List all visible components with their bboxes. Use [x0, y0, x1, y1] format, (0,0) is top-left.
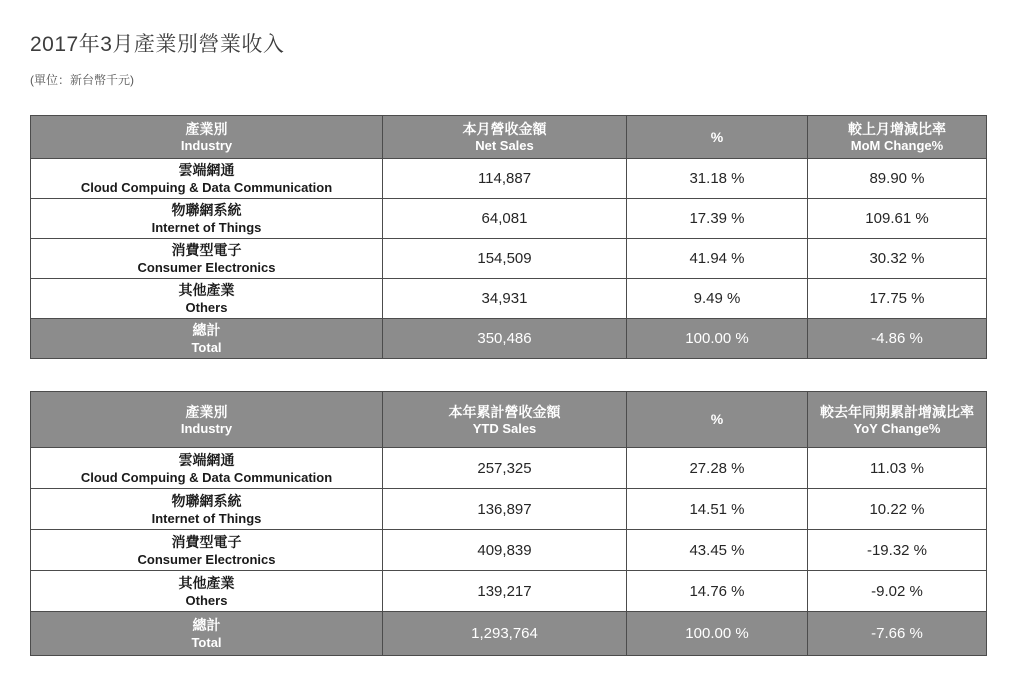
percent-cell: 17.39 %: [627, 199, 808, 239]
change-cell: 109.61 %: [808, 199, 987, 239]
header-percent-label: %: [710, 411, 724, 428]
header-percent: [627, 392, 808, 448]
industry-cell: [31, 448, 383, 489]
amount-cell: 257,325: [383, 448, 627, 489]
percent-cell: 14.76 %: [627, 571, 808, 612]
amount-cell: 136,897: [383, 489, 627, 530]
table-row: [31, 571, 987, 612]
percent-cell: 27.28 %: [627, 448, 808, 489]
header-industry-zh: 產業別: [185, 121, 228, 138]
header-percent: [627, 116, 808, 159]
header-net-sales-en: Net Sales: [475, 138, 534, 154]
header-ytd-sales: [383, 392, 627, 448]
industry-en: Internet of Things: [151, 510, 262, 526]
industry-zh: 物聯網系統: [171, 202, 242, 219]
amount-cell: 139,217: [383, 571, 627, 612]
industry-zh: 消費型電子: [171, 533, 242, 550]
change-cell: -9.02 %: [808, 571, 987, 612]
header-industry: [31, 116, 383, 159]
header-net-sales-zh: 本月營收金額: [462, 121, 547, 138]
industry-cell: [31, 199, 383, 239]
header-mom-change: [808, 116, 987, 159]
total-label-zh: 總計: [192, 322, 221, 339]
industry-en: Others: [185, 592, 228, 608]
table-row: [31, 199, 987, 239]
industry-zh: 物聯網系統: [171, 492, 242, 509]
change-cell: 17.75 %: [808, 279, 987, 319]
industry-cell: [31, 159, 383, 199]
table-row: [31, 159, 987, 199]
industry-en: Others: [185, 300, 228, 316]
percent-cell: 43.45 %: [627, 530, 808, 571]
total-percent-cell: 100.00 %: [627, 319, 808, 359]
header-mom-change-en: MoM Change%: [850, 138, 944, 154]
header-ytd-sales-en: YTD Sales: [472, 420, 537, 436]
table-row: [31, 489, 987, 530]
total-label-en: Total: [191, 340, 222, 356]
header-industry: [31, 392, 383, 448]
change-cell: 11.03 %: [808, 448, 987, 489]
change-cell: 10.22 %: [808, 489, 987, 530]
header-industry-en: Industry: [180, 138, 233, 154]
header-percent-label: %: [710, 128, 724, 145]
amount-cell: 154,509: [383, 239, 627, 279]
monthly-revenue-table: [30, 115, 987, 359]
total-row: [31, 612, 987, 656]
table-row: [31, 239, 987, 279]
header-yoy-change-en: YoY Change%: [853, 420, 941, 436]
industry-zh: 消費型電子: [171, 242, 242, 259]
percent-cell: 9.49 %: [627, 279, 808, 319]
amount-cell: 409,839: [383, 530, 627, 571]
table-row: [31, 448, 987, 489]
total-label-zh: 總計: [192, 617, 221, 634]
industry-zh: 雲端網通: [178, 451, 235, 468]
industry-en: Cloud Compuing & Data Communication: [80, 180, 333, 196]
page-title: 2017年3月產業別營業收入: [30, 33, 285, 56]
header-industry-en: Industry: [180, 420, 233, 436]
total-amount-cell: 350,486: [383, 319, 627, 359]
industry-en: Consumer Electronics: [137, 260, 276, 276]
percent-cell: 14.51 %: [627, 489, 808, 530]
change-cell: 30.32 %: [808, 239, 987, 279]
industry-zh: 雲端網通: [178, 162, 235, 179]
total-label-cell: [31, 612, 383, 656]
table-row: [31, 530, 987, 571]
table-row: [31, 279, 987, 319]
change-cell: 89.90 %: [808, 159, 987, 199]
amount-cell: 64,081: [383, 199, 627, 239]
header-net-sales: [383, 116, 627, 159]
industry-zh: 其他產業: [178, 282, 235, 299]
percent-cell: 41.94 %: [627, 239, 808, 279]
industry-cell: [31, 279, 383, 319]
percent-cell: 31.18 %: [627, 159, 808, 199]
industry-en: Internet of Things: [151, 220, 262, 236]
industry-cell: [31, 530, 383, 571]
unit-note: (單位：新台幣千元): [30, 73, 134, 87]
industry-zh: 其他產業: [178, 574, 235, 591]
total-change-cell: -7.66 %: [808, 612, 987, 656]
amount-cell: 34,931: [383, 279, 627, 319]
total-change-cell: -4.86 %: [808, 319, 987, 359]
total-label-cell: [31, 319, 383, 359]
table-header-row: [31, 116, 987, 159]
header-ytd-sales-zh: 本年累計營收金額: [448, 403, 561, 420]
total-label-en: Total: [191, 635, 222, 651]
ytd-revenue-table: [30, 391, 987, 656]
industry-en: Consumer Electronics: [137, 551, 276, 567]
total-amount-cell: 1,293,764: [383, 612, 627, 656]
header-industry-zh: 產業別: [185, 403, 228, 420]
header-yoy-change-zh: 較去年同期累計增減比率: [820, 403, 974, 420]
header-yoy-change: [808, 392, 987, 448]
header-mom-change-zh: 較上月增減比率: [848, 121, 946, 138]
change-cell: -19.32 %: [808, 530, 987, 571]
industry-cell: [31, 571, 383, 612]
amount-cell: 114,887: [383, 159, 627, 199]
industry-cell: [31, 489, 383, 530]
industry-cell: [31, 239, 383, 279]
total-percent-cell: 100.00 %: [627, 612, 808, 656]
industry-en: Cloud Compuing & Data Communication: [80, 469, 333, 485]
table-header-row: [31, 392, 987, 448]
total-row: [31, 319, 987, 359]
